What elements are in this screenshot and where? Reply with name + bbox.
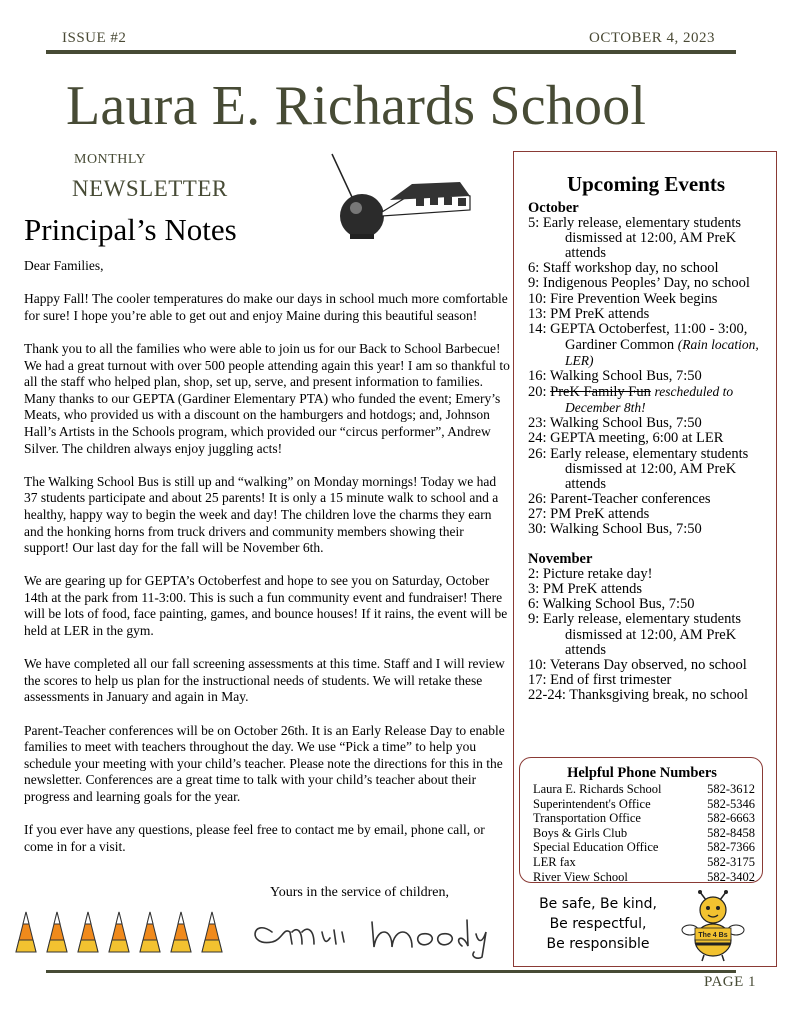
list-item: 10: Fire Prevention Week begins — [528, 290, 718, 307]
signoff: Yours in the service of children, — [270, 885, 449, 900]
list-item: 26: Early release, elementary students dismissed at 12:00, AM PreK attends — [528, 445, 749, 492]
list-item: 17: End of first trimester — [528, 671, 672, 688]
paragraph: Happy Fall! The cooler temperatures do make our days in school much more comfortable for sure! I hope you’re able to get out and enjoy Maine during this beautiful season! — [24, 291, 508, 323]
month-november: November — [528, 551, 593, 568]
table-row: Laura E. Richards School 582-3612 — [533, 782, 755, 796]
issue-number: ISSUE #2 — [62, 30, 127, 46]
list-item: 9: Indigenous Peoples’ Day, no school — [528, 275, 750, 292]
list-item: 10: Veterans Day observed, no school — [528, 656, 747, 673]
list-item: 22-24: Thanksgiving break, no school — [528, 686, 749, 703]
signature — [242, 902, 502, 962]
issue-date: OCTOBER 4, 2023 — [589, 30, 715, 46]
list-item: 2: Picture retake day! — [528, 566, 653, 583]
table-row: LER fax 582-3175 — [533, 854, 755, 869]
footer-rule — [46, 970, 736, 973]
events-list — [528, 201, 768, 703]
list-item: 9: Early release, elementary students dismissed at 12:00, AM PreK attends — [528, 611, 741, 658]
list-item: 14: GEPTA Octoberfest, 11:00 - 3:00, Gardiner Common (Rain location, LER) — [528, 320, 759, 368]
school-title: Laura E. Richards School — [66, 75, 647, 137]
paragraph: We are gearing up for GEPTA’s Octoberfest and hope to see you on Saturday, October 14th at the park from 11-3:00. This is such a fun community event and fundraiser! There will be lots of food, face painting, games, and bounce houses! If it rains, the event will be held at LER in the gym. — [24, 573, 508, 639]
monthly-label: MONTHLY — [74, 152, 147, 167]
motto: Be safe, Be kind, Be respectful, Be responsible — [539, 896, 657, 952]
list-item: 3: PM PreK attends — [528, 581, 642, 598]
list-item: 6: Walking School Bus, 7:50 — [528, 596, 695, 613]
list-item: 26: Parent-Teacher conferences — [528, 490, 711, 507]
table-row: Boys & Girls Club 582-8458 — [533, 825, 755, 840]
paragraph: The Walking School Bus is still up and “walking” on Monday mornings! Today we had 37 students participate and about 25 parents! It is only a 15 minute walk to school and a healthy, happy way to begin the week and day! The children love the charms they earn and the honking horns from truck drivers and community members showing their support! Our last day for the fall will be November 6th. — [24, 473, 499, 556]
list-item: 16: Walking School Bus, 7:50 — [528, 368, 702, 385]
paragraph: Thank you to all the families who were able to join us for our Back to School Barbecue! We had a great turnout with over 500 people attending again this year! I am so thankful to all the staff who helped plan, shop, set up, serve, and present information to families. Many thanks to our GEPTA (Gardiner Elementary PTA) who funded the event; Emery’s Meats, who provided us with a discount on the hamburgers and hotdogs; and, Johnson Hall’s Artists in the Schools program, which provided our “circus performer”, Andrew Silver. The children always enjoy juggling acts! — [24, 340, 510, 456]
phone-numbers-box — [519, 757, 763, 883]
paragraph: If you ever have any questions, please feel free to contact me by email, phone call, or come in for a visit. — [24, 822, 485, 854]
list-item: 23: Walking School Bus, 7:50 — [528, 415, 702, 432]
paragraph: Parent-Teacher conferences will be on October 26th. It is an Early Release Day to enable families to meet with teachers throughout the day. We use “Pick a time” to help you schedule your meeting with your child’s teacher. Please note the directions for this in the newsletter. Conferences are a great time to talk with your child’s teacher about their progress and learning goals for the year. — [24, 722, 505, 804]
bee-mascot-icon — [680, 890, 746, 962]
events-title: Upcoming Events — [566, 172, 726, 196]
table-row: Transportation Office 582-6663 — [533, 811, 755, 826]
month-october: October — [528, 200, 579, 216]
list-item: 6: Staff workshop day, no school — [528, 260, 719, 277]
list-item: 24: GEPTA meeting, 6:00 at LER — [528, 430, 724, 447]
phone-table — [533, 782, 755, 884]
page-number: PAGE 1 — [704, 974, 757, 990]
list-item: 5: Early release, elementary students dismissed at 12:00, AM PreK attends — [528, 215, 741, 262]
table-row: Superintendent's Office 582-5346 — [533, 796, 755, 811]
candy-corn-row — [12, 908, 242, 956]
signature-text: Mrs. Moody — [242, 960, 248, 961]
wrecking-ball-illustration — [320, 150, 480, 245]
table-row: River View School 582-3402 — [533, 869, 755, 884]
table-row: Special Education Office 582-7366 — [533, 840, 755, 855]
list-item: 27: PM PreK attends — [528, 505, 650, 522]
svg-text:The 4 Bs: The 4 Bs — [698, 932, 728, 939]
header-rule — [46, 50, 736, 54]
principals-notes-heading: Principal’s Notes — [24, 212, 237, 247]
principals-notes-body — [24, 258, 512, 872]
paragraph: We have completed all our fall screening assessments at this time. Staff and I will review the scores to help us plan for the instructional needs of students. We will retake these assessments in January and again in May. — [24, 656, 505, 705]
list-item: 13: PM PreK attends — [528, 305, 650, 322]
list-item: 30: Walking School Bus, 7:50 — [528, 520, 702, 537]
greeting: Dear Families, — [24, 258, 104, 273]
newsletter-label: NEWSLETTER — [72, 176, 228, 201]
phone-title: Helpful Phone Numbers — [567, 765, 717, 781]
list-item: 20: PreK Family Fun rescheduled to December 8th! — [528, 384, 734, 416]
